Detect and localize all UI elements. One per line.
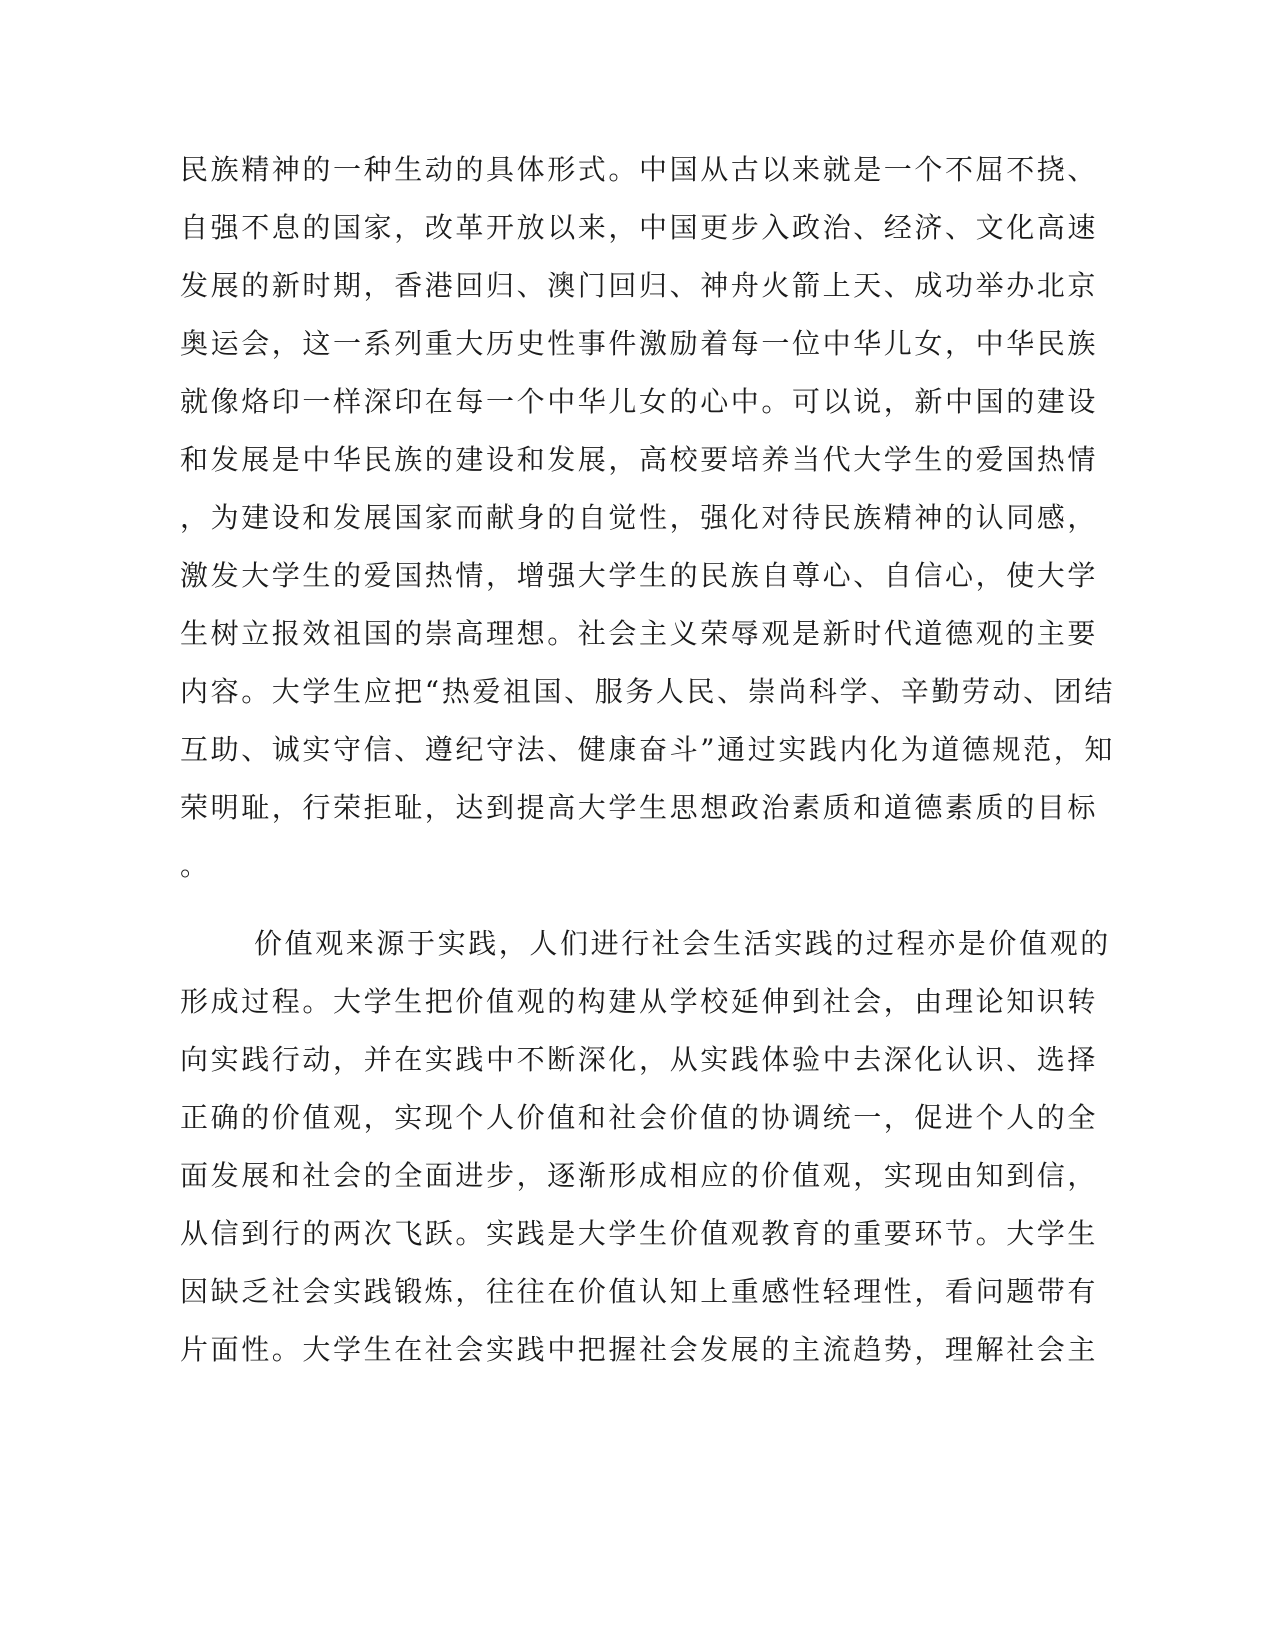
text-line: 生树立报效祖国的崇高理想。社会主义荣辱观是新时代道德观的主要 [180, 617, 1099, 650]
text-line: 向实践行动，并在实践中不断深化，从实践体验中去深化认识、选择 [180, 1043, 1099, 1076]
text-line: 因缺乏社会实践锻炼，往往在价值认知上重感性轻理性，看问题带有 [180, 1275, 1099, 1308]
text-line: 内容。大学生应把“热爱祖国、服务人民、崇尚科学、辛勤劳动、团结 [180, 675, 1115, 708]
text-line: ，为建设和发展国家而献身的自觉性，强化对待民族精神的认同感， [180, 501, 1099, 534]
text-line: 激发大学生的爱国热情，增强大学生的民族自尊心、自信心，使大学 [180, 559, 1099, 592]
text-line: 。 [180, 849, 211, 882]
text-line: 互助、诚实守信、遵纪守法、健康奋斗”通过实践内化为道德规范，知 [180, 733, 1115, 766]
text-line: 和发展是中华民族的建设和发展，高校要培养当代大学生的爱国热情 [180, 443, 1099, 476]
text-line: 从信到行的两次飞跃。实践是大学生价值观教育的重要环节。大学生 [180, 1217, 1099, 1250]
text-line: 片面性。大学生在社会实践中把握社会发展的主流趋势，理解社会主 [180, 1333, 1099, 1366]
text-line: 形成过程。大学生把价值观的构建从学校延伸到社会，由理论知识转 [180, 985, 1099, 1018]
paragraph-first-line: 价值观来源于实践，人们进行社会生活实践的过程亦是价值观的 [254, 927, 1111, 960]
text-line: 面发展和社会的全面进步，逐渐形成相应的价值观，实现由知到信， [180, 1159, 1099, 1192]
text-line: 发展的新时期，香港回归、澳门回归、神舟火箭上天、成功举办北京 [180, 269, 1099, 302]
text-line: 荣明耻，行荣拒耻，达到提高大学生思想政治素质和道德素质的目标 [180, 791, 1099, 824]
text-line: 民族精神的一种生动的具体形式。中国从古以来就是一个不屈不挠、 [180, 153, 1099, 186]
text-line: 就像烙印一样深印在每一个中华儿女的心中。可以说，新中国的建设 [180, 385, 1099, 418]
text-line: 奥运会，这一系列重大历史性事件激励着每一位中华儿女，中华民族 [180, 327, 1099, 360]
text-line: 自强不息的国家，改革开放以来，中国更步入政治、经济、文化高速 [180, 211, 1099, 244]
text-line: 正确的价值观，实现个人价值和社会价值的协调统一，促进个人的全 [180, 1101, 1099, 1134]
